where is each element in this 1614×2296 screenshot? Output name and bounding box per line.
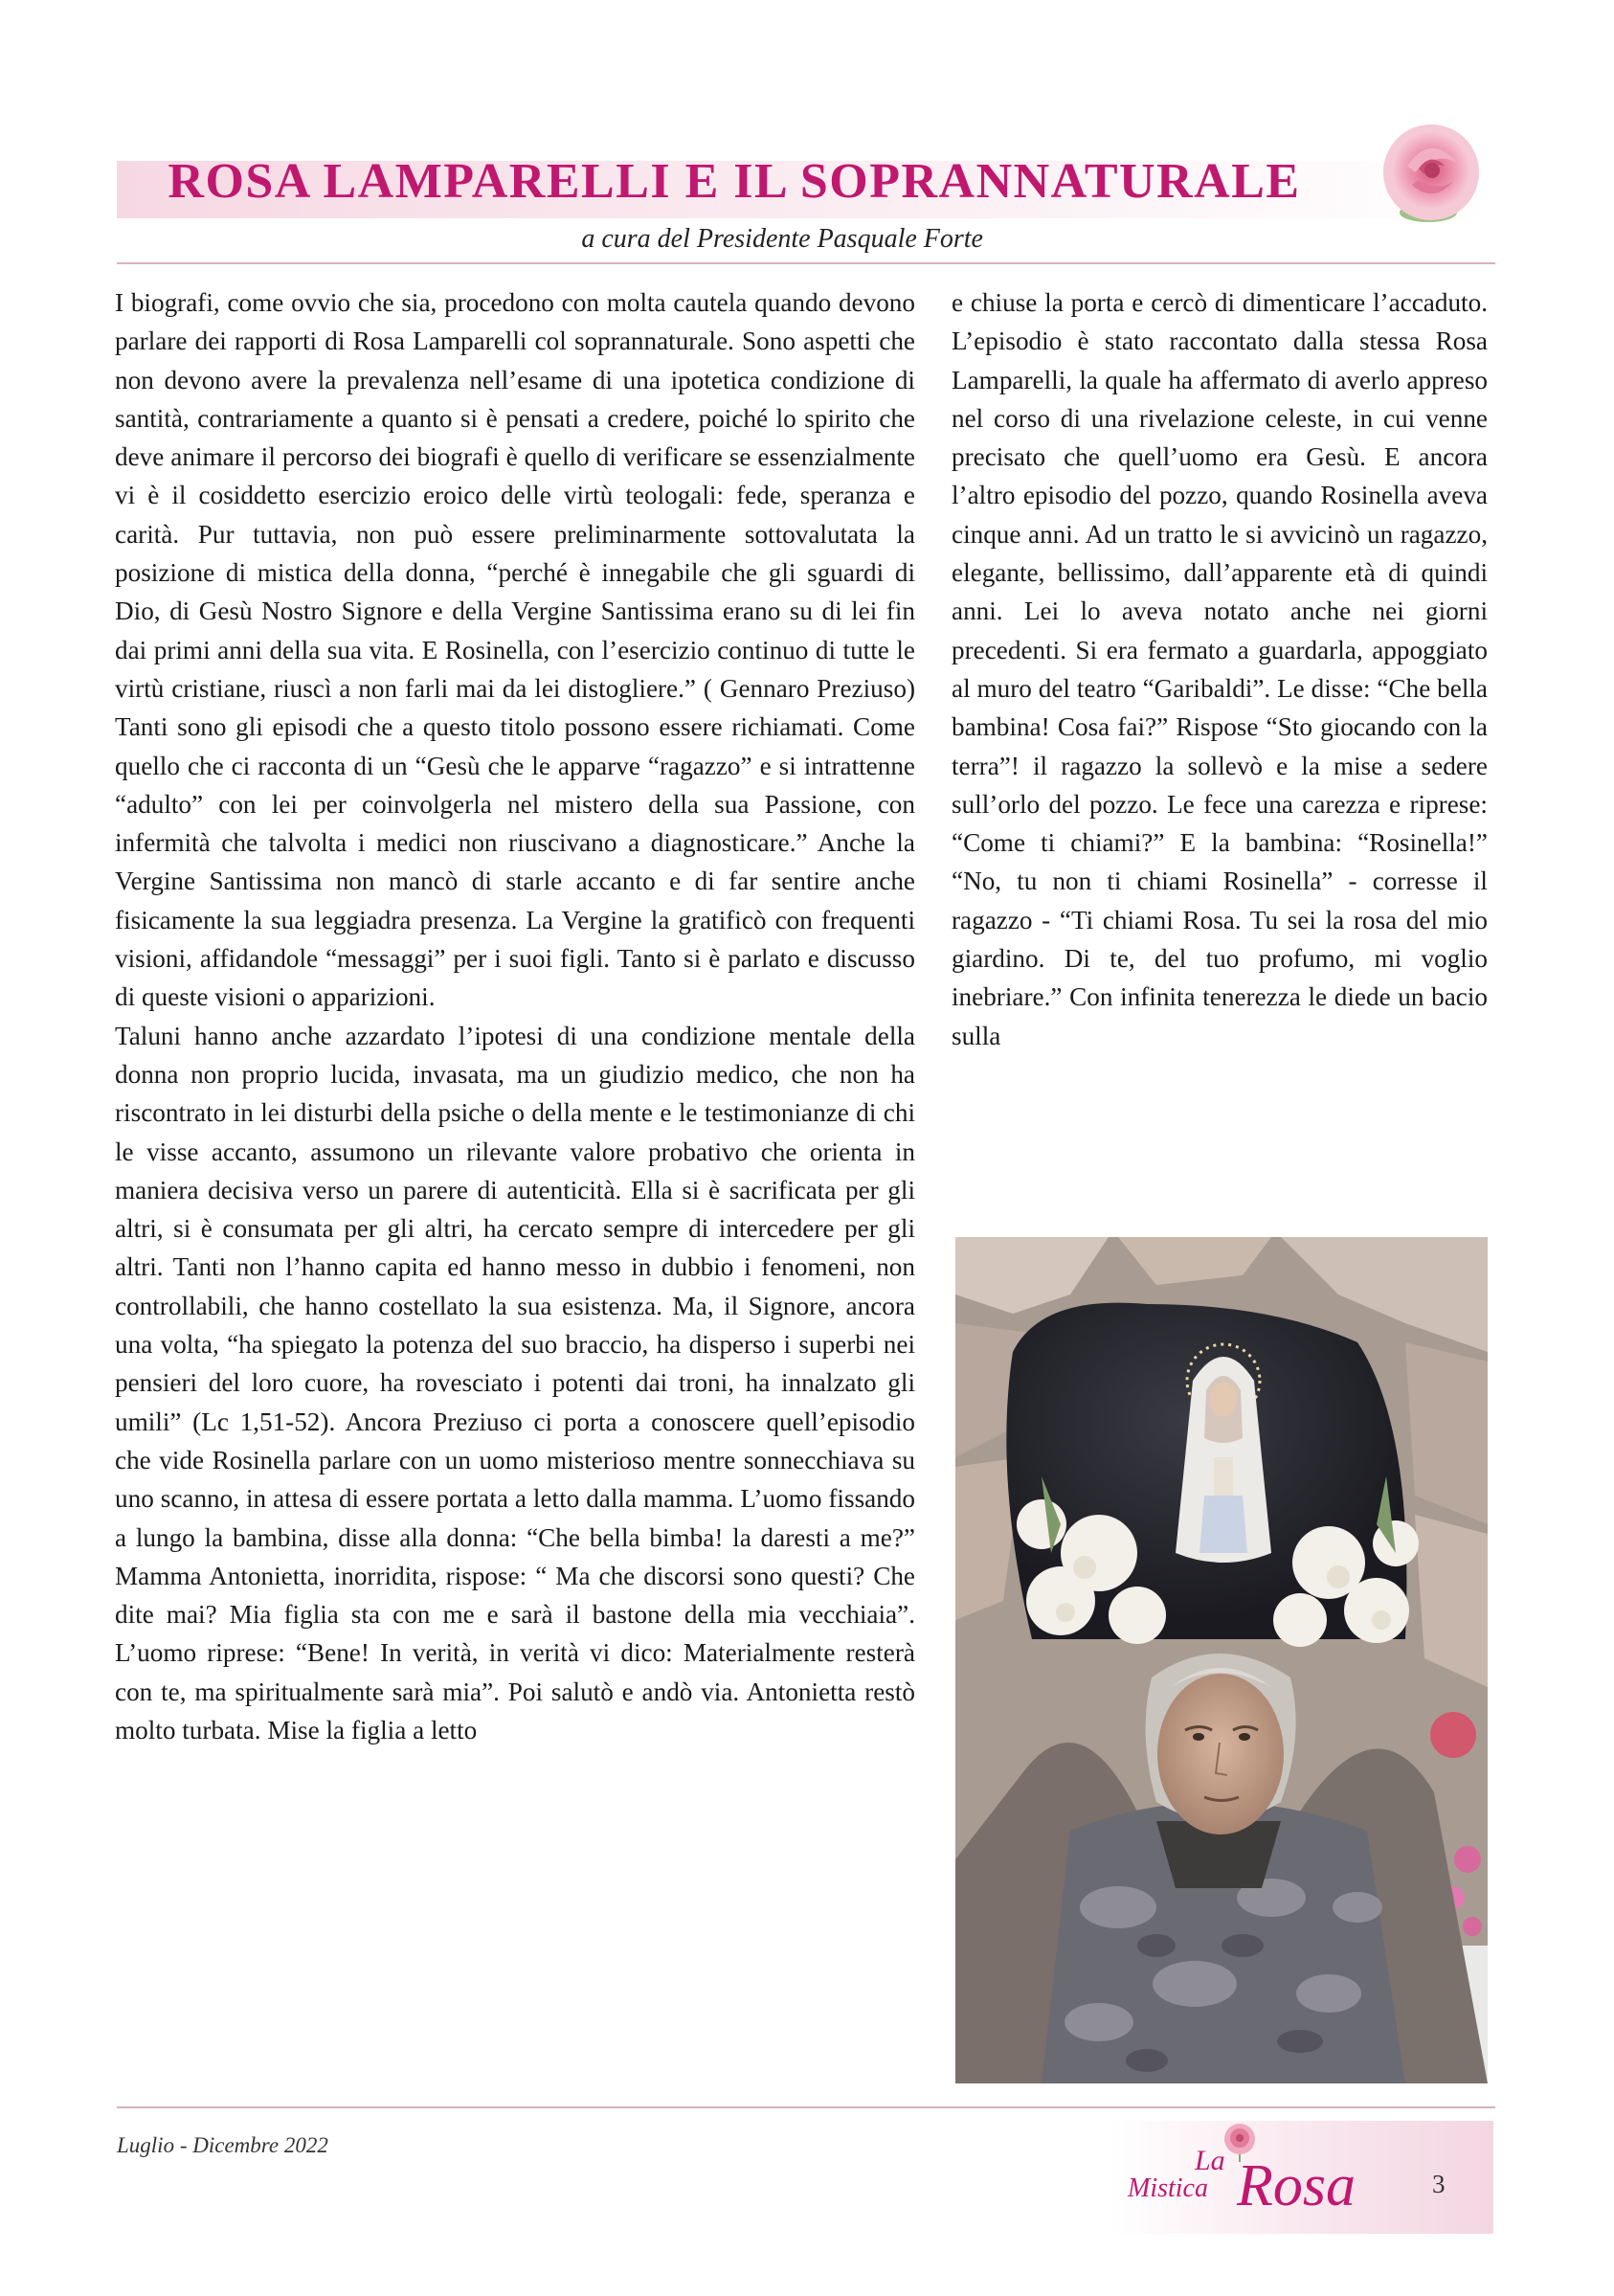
photo-woman-grotto [955,1237,1488,2083]
left-column [115,283,915,1749]
page-number: 3 [1432,2170,1446,2198]
footer-divider [117,2106,1495,2108]
article-title: ROSA LAMPARELLI E IL SOPRANNATURALE [168,154,1301,209]
right-column [952,283,1488,1055]
paragraph: I biografi, come ovvio che sia, procedono con molta cautela quando devono parlare dei rapporti di Rosa Lamparelli col soprannaturale. Sono aspetti che non devono avere la prevalenza nell’esame di una ipotetica condizione di santità, contrariamente a quanto si è pensati a credere, poiché lo spirito che deve animare il percorso dei biografi è quello di verificare se essenzialmente vi è il cosiddetto esercizio eroico delle virtù teologali: fede, speranza e carità. Pur tuttavia, non può essere preliminarmente sottovalutata la posizione di mistica della donna, “perché è innegabile che gli sguardi di Dio, di Gesù Nostro Signore e della Vergine Santissima erano su di lei fin dai primi anni della sua vita. E Rosinella, con l’esercizio continuo di tutte le virtù cristiane, riuscì a non farli mai da lei distogliere.” ( Gennaro Preziuso) Tanti sono gli episodi che a questo titolo possono essere richiamati. Come quello che ci racconta di un “Gesù che le apparve “ragazzo” e si intrattenne “adulto” con lei per coinvolgerla nel mistero della sua Passione, con infermità che talvolta i medici non riuscivano a diagnosticare.” Anche la Vergine Santissima non mancò di starle accanto e di far sentire anche fisicamente la sua leggiadra presenza. La Vergine la gratificò con frequenti visioni, affidandole “messaggi” per i suoi figli. Tanto si è parlato e discusso di queste visioni o apparizioni. [115,288,915,1012]
paragraph: e chiuse la porta e cercò di dimenticare l’accaduto. L’episodio è stato raccontato dalla stessa Rosa Lamparelli, la quale ha affermato di averlo appreso nel corso di una rivelazione celeste, in cui venne precisato che quell’uomo era Gesù. E ancora l’altro episodio del pozzo, quando Rosinella aveva cinque anni. Ad un tratto le si avvicinò un ragazzo, elegante, bellissimo, dall’apparente età di quindi anni. Lei lo aveva notato anche nei giorni precedenti. Si era fermato a guardarla, appoggiato al muro del teatro “Garibaldi”. Le disse: “Che bella bambina! Cosa fai?” Rispose “Sto giocando con la terra”! il ragazzo la sollevò e la mise a sedere sull’orlo del pozzo. Le fece una carezza e riprese: “Come ti chiami?” E la bambina: “Rosinella!” “No, tu non ti chiami Rosinella” - corresse il ragazzo - “Ti chiami Rosa. Tu sei la rosa del mio giardino. Di te, del tuo profumo, mi voglio inebriare.” Con infinita tenerezza le diede un bacio sulla [952,288,1488,1050]
logo-text-la: La [1195,2145,1225,2176]
paragraph: Taluni hanno anche azzardato l’ipotesi di una condizione mentale della donna non proprio lucida, invasata, ma un giudizio medico, che non ha riscontrato in lei disturbi della psiche o della mente e le testimonianze di chi le visse accanto, assumono un rilevante valore probativo che orienta in maniera decisiva verso un parere di autenticità. Ella si è sacrificata per gli altri, si è consumata per gli altri, ha cercato sempre di intercedere per gli altri. Tanti non l’hanno capita ed hanno messo in dubbio i fenomeni, non controllabili, che hanno costellato la sua esistenza. Ma, il Signore, ancora una volta, “ha spiegato la potenza del suo braccio, ha disperso i superbi nei pensieri del loro cuore, ha rovesciato i potenti dai troni, ha innalzato gli umili” (Lc 1,51-52). Ancora Preziuso ci porta a conoscere quell’episodio che vide Rosinella parlare con un uomo misterioso mentre sonnecchiava su uno scanno, in attesa di essere portata a letto dalla mamma. L’uomo fissando a lungo la bambina, disse alla donna: “Che bella bimba! la daresti a me?” Mamma Antonietta, inorridita, rispose: “ Ma che discorsi sono questi? Che dite mai? Mia figlia sta con me e sarà il bastone della mia vecchiaia”. L’uomo riprese: “Bene! In verità, in verità vi dico: Materialmente resterà con te, ma spiritualmente sarà mia”. Poi salutò e andò via. Antonietta restò molto turbata. Mise la figlia a letto [115,1021,915,1745]
byline: a cura del Presidente Pasquale Forte [581,224,983,254]
issue-date: Luglio - Dicembre 2022 [117,2133,328,2157]
rose-icon [1369,113,1493,237]
logo-text-mistica: Mistica [1128,2173,1208,2203]
logo-text-rosa: Rosa [1237,2153,1356,2218]
header-divider [117,262,1495,264]
